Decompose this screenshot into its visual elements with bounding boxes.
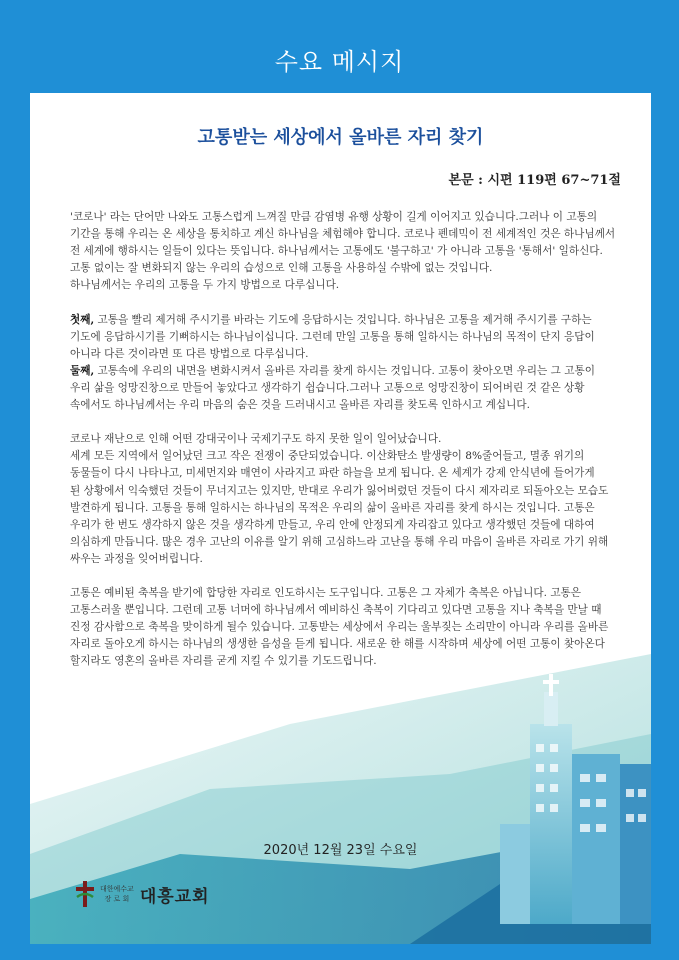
message-paper bbox=[30, 93, 651, 944]
text-line: 고통스러울 뿐입니다. 그런데 고통 너머에 하나님께서 예비하신 축복이 기다리고 있다면 고통을 지나 축복을 만날 때 bbox=[70, 604, 602, 617]
second-label: 둘째, bbox=[70, 364, 95, 377]
text-run: 고통을 빨리 제거해 주시기를 바라는 기도에 응답하시는 것입니다. 하나님은 고통을 제거해 주시기를 구하는 bbox=[94, 313, 592, 326]
text-line bbox=[70, 312, 622, 329]
paragraph-2 bbox=[70, 312, 622, 415]
text-line: 아니라 다른 것이라면 또 다른 방법으로 다루십니다. bbox=[70, 347, 309, 360]
text-line: '코로나' 라는 단어만 나와도 고통스럽게 느껴질 만큼 감염병 유행 상황이 길게 이어지고 있습니다.그러나 이 고통의 bbox=[70, 211, 598, 223]
church-cross-icon bbox=[74, 881, 96, 907]
denomination-line-2: 장 로 회 bbox=[104, 895, 130, 903]
church-name: 대흥교회 bbox=[139, 886, 210, 907]
document-title: 고통받는 세상에서 올바른 자리 찾기 bbox=[197, 127, 484, 148]
text-line: 할지라도 영혼의 올바른 자리를 굳게 지킬 수 있기를 기도드립니다. bbox=[70, 655, 377, 668]
text-line: 의심하게 만듭니다. 많은 경우 고난의 이유를 알기 위해 고심하느라 고난을 통해 우리 마음이 올바른 자리로 가기 위해 bbox=[70, 535, 609, 548]
text-line: 고통 없이는 잘 변화되지 않는 우리의 습성으로 인해 고통을 사용하실 수밖에 없는 것입니다. bbox=[70, 262, 493, 275]
text-line: 고통은 예비된 축복을 받기에 합당한 자리로 인도하시는 도구입니다. 고통은 그 자체가 축복은 아닙니다. 고통은 bbox=[70, 587, 582, 600]
text-line: 진정 감사함으로 축복을 맞이하게 될수 있습니다. 고통받는 세상에서 우리는 울부짖는 소리만이 아니라 우리를 올바른 bbox=[70, 621, 609, 634]
text-line: 속에서도 하나님께서는 우리 마음의 숨은 것을 드러내시고 올바른 자리를 찾도록 인하시고 계십니다. bbox=[70, 399, 530, 412]
text-run: 고통속에 우리의 내면을 변화시켜서 올바른 자리를 찾게 하시는 것입니다. 고통이 찾아오면 우리는 그 고통이 bbox=[94, 364, 595, 377]
page-header-title: 수요 메시지 bbox=[274, 48, 405, 76]
text-line: 세계 모든 지역에서 일어났던 크고 작은 전쟁이 중단되었습니다. 이산화탄소 발생량이 8%줄어들고, 멸종 위기의 bbox=[70, 450, 585, 463]
text-line: 우리가 한 번도 생각하지 않은 것을 생각하게 만들고, 우리 안에 안정되게 자리잡고 있다고 생각했던 것들에 대하여 bbox=[70, 518, 595, 531]
text-line: 발견하게 됩니다. 고통을 통해 일하시는 하나님의 목적은 우리의 삶이 올바른 자리를 찾게 하시는 것입니다. 고통은 bbox=[70, 501, 595, 514]
text-line: 전 세계에 행하시는 일들이 있다는 뜻입니다. 하나님께서는 고통에도 '불구하고' 가 아니라 고통을 '통해서' 일하신다. bbox=[70, 245, 603, 258]
text-line: 자리로 돌아오게 하시는 하나님의 생생한 음성을 듣게 됩니다. 새로운 한 해를 시작하며 세상에 어떤 고통이 찾아온다 bbox=[70, 638, 605, 651]
text-line: 동물들이 다시 나타나고, 미세먼지와 매연이 사라지고 파란 하늘을 보게 됩니다. 온 세계가 강제 안식년에 들어가게 bbox=[70, 467, 595, 480]
text-line: 하나님께서는 우리의 고통을 두 가지 방법으로 다루십니다. bbox=[70, 279, 340, 292]
message-date: 2020년 12월 23일 수요일 bbox=[263, 843, 418, 858]
denomination-label bbox=[100, 884, 134, 904]
text-line: 싸우는 과정을 잊어버립니다. bbox=[70, 552, 203, 565]
paragraph-3 bbox=[70, 431, 622, 568]
scripture-reference: 본문 : 시편 119편 67~71절 bbox=[448, 173, 621, 188]
paragraph-1 bbox=[70, 209, 622, 294]
denomination-line-1: 대한예수교 bbox=[100, 885, 134, 893]
first-label: 첫째, bbox=[70, 313, 95, 326]
text-line: 코로나 재난으로 인해 어떤 강대국이나 국제기구도 하지 못한 일이 일어났습니다. bbox=[70, 433, 442, 446]
paragraph-4 bbox=[70, 585, 622, 670]
text-line bbox=[70, 363, 622, 380]
text-line: 우리 삶을 엉망진창으로 만들어 놓았다고 생각하기 쉽습니다.그러나 고통으로 엉망진창이 되어버린 것 같은 상황 bbox=[70, 381, 585, 394]
message-body bbox=[70, 209, 622, 688]
text-line: 기도에 응답하시기를 기뻐하시는 하나님이십니다. 그런데 만일 고통을 통해 일하시는 하나님의 목적이 단지 응답이 bbox=[70, 330, 595, 343]
church-logo bbox=[74, 881, 210, 907]
text-line: 기간을 통해 우리는 온 세상을 통치하고 계신 하나님을 체험해야 합니다. 코로나 펜데믹이 전 세계적인 것은 하나님께서 bbox=[70, 228, 616, 241]
text-line: 된 상황에서 익숙했던 것들이 무너지고는 있지만, 반대로 우리가 잃어버렸던 것들이 다시 제자리로 되돌아오는 모습도 bbox=[70, 484, 609, 497]
